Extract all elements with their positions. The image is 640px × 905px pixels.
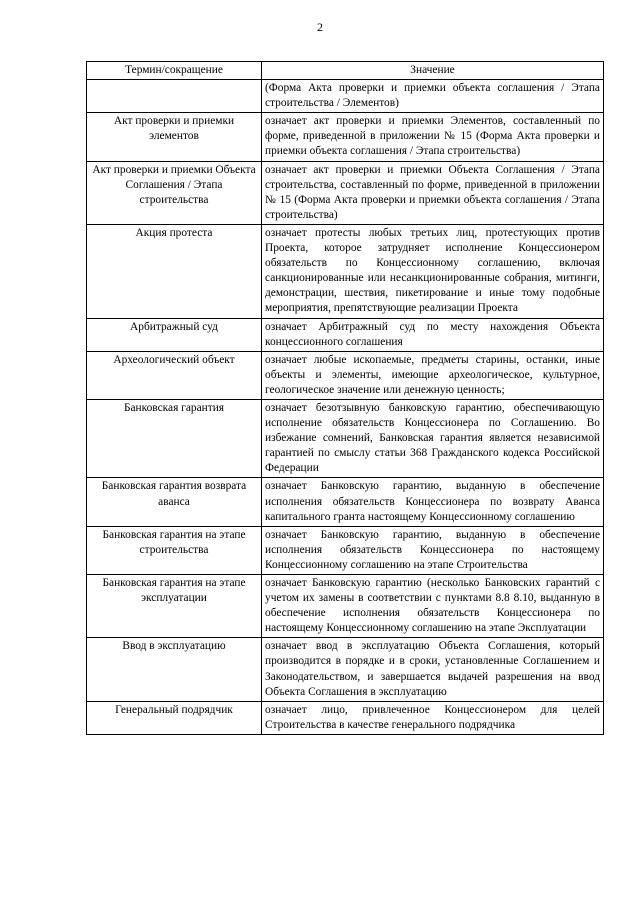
meaning-cell: означает Банковскую гарантию, выданную в обеспечение исполнения обязательств Концессионера по настоящему Концессионному соглашению на этапе Строительства <box>262 526 604 574</box>
term-cell: Банковская гарантия на этапе строительства <box>87 526 262 574</box>
table-row <box>87 113 604 161</box>
terms-table <box>86 61 604 735</box>
meaning-cell: означает Арбитражный суд по месту нахождения Объекта концессионного соглашения <box>262 318 604 351</box>
table-row <box>87 318 604 351</box>
header-meaning: Значение <box>262 62 604 80</box>
table-row <box>87 575 604 638</box>
meaning-cell: (Форма Акта проверки и приемки объекта соглашения / Этапа строительства / Элементов) <box>262 80 604 113</box>
header-term: Термин/сокращение <box>87 62 262 80</box>
table-row <box>87 526 604 574</box>
term-cell <box>87 80 262 113</box>
term-cell: Арбитражный суд <box>87 318 262 351</box>
table-header-row <box>87 62 604 80</box>
meaning-cell: означает ввод в эксплуатацию Объекта Соглашения, который производится в порядке и в сроки, установленные Соглашением и Законодательством, и завершается выдачей разрешения на ввод Объекта Соглашения в эксплуатацию <box>262 638 604 701</box>
term-cell: Акция протеста <box>87 224 262 318</box>
term-cell: Банковская гарантия возврата аванса <box>87 478 262 526</box>
page-number: 2 <box>317 20 323 34</box>
term-cell: Ввод в эксплуатацию <box>87 638 262 701</box>
term-cell: Акт проверки и приемки Объекта Соглашения / Этапа строительства <box>87 161 262 224</box>
meaning-cell: означает Банковскую гарантию (несколько Банковских гарантий с учетом их замены в соответствии с пунктами 8.8 8.10, выданную в обеспечение исполнения обязательств Концессионера по настоящему Концессионному соглашению на этапе Эксплуатации <box>262 575 604 638</box>
term-cell: Акт проверки и приемки элементов <box>87 113 262 161</box>
meaning-cell: означает акт проверки и приемки Объекта Соглашения / Этапа строительства, составленный по форме, приведенной в приложении № 15 (Форма Акта проверки и приемки объекта соглашения / Этапа строительства) <box>262 161 604 224</box>
meaning-cell: означает любые ископаемые, предметы старины, останки, иные объекты и элементы, имеющие археологическое, культурное, геологическое значение или денежную ценность; <box>262 351 604 399</box>
table-row <box>87 224 604 318</box>
table-row <box>87 161 604 224</box>
term-cell: Банковская гарантия на этапе эксплуатации <box>87 575 262 638</box>
table-row <box>87 701 604 734</box>
table-row <box>87 80 604 113</box>
table-row <box>87 351 604 399</box>
term-cell: Генеральный подрядчик <box>87 701 262 734</box>
term-cell: Банковская гарантия <box>87 399 262 477</box>
table-row <box>87 478 604 526</box>
meaning-cell: означает Банковскую гарантию, выданную в обеспечение исполнения обязательств Концессионера по возврату Аванса капитального гранта настоящему Концессионному соглашению <box>262 478 604 526</box>
meaning-cell: означает протесты любых третьих лиц, протестующих против Проекта, которое затрудняет исполнение Концессионером обязательств по Концессионному соглашению, включая санкционированные или несанкционированные собрания, митинги, демонстрации, шествия, пикетирование и иные тому подобные мероприятия, препятствующие реализации Проекта <box>262 224 604 318</box>
table-row <box>87 638 604 701</box>
meaning-cell: означает лицо, привлеченное Концессионером для целей Строительства в качестве генерального подрядчика <box>262 701 604 734</box>
meaning-cell: означает акт проверки и приемки Элементов, составленный по форме, приведенной в приложении № 15 (Форма Акта проверки и приемки объекта соглашения / Этапа строительства) <box>262 113 604 161</box>
table-row <box>87 399 604 477</box>
meaning-cell: означает безотзывную банковскую гарантию, обеспечивающую исполнение обязательств Концессионера по Соглашению. Во избежание сомнений, Банковская гарантия является независимой гарантией по смыслу статьи 368 Гражданского кодекса Российской Федерации <box>262 399 604 477</box>
term-cell: Археологический объект <box>87 351 262 399</box>
